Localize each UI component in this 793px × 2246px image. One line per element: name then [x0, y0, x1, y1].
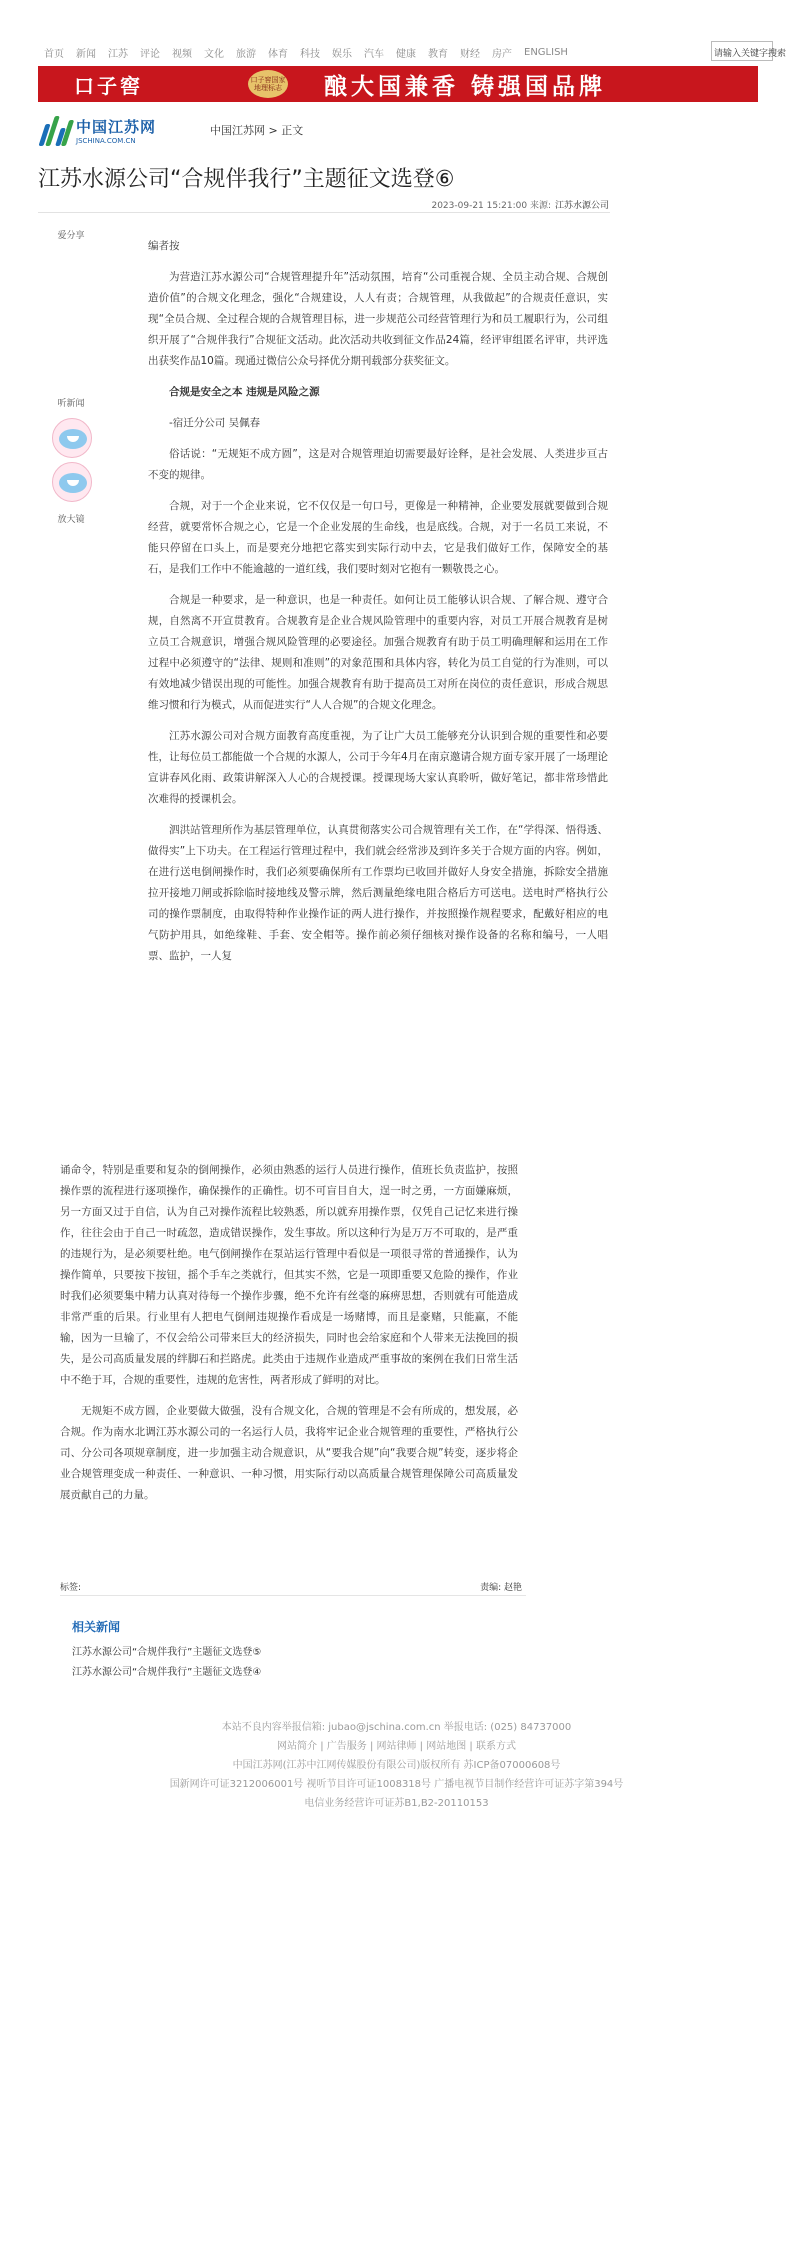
share-button[interactable]: 爱分享: [57, 231, 85, 241]
article-title: 江苏水源公司“合规伴我行”主题征文选登⑥: [38, 167, 455, 192]
nav-item-news[interactable]: 新闻: [76, 48, 96, 60]
nav-item-opinion[interactable]: 评论: [140, 48, 160, 60]
top-navigation: [44, 40, 787, 64]
breadcrumb: [210, 122, 303, 138]
article-body: [148, 236, 608, 977]
breadcrumb-current: 正文: [281, 124, 304, 137]
nav-item-tech[interactable]: 科技: [300, 48, 320, 60]
essay-author: -宿迁分公司 吴佩春: [169, 417, 261, 429]
nav-item-education[interactable]: 教育: [428, 48, 448, 60]
ad-banner[interactable]: [38, 66, 758, 102]
article-meta: [431, 198, 609, 211]
nav-item-finance[interactable]: 财经: [460, 48, 480, 60]
related-news-heading: 相关新闻: [72, 1620, 121, 1634]
zoom-mascot-icon[interactable]: [52, 462, 92, 502]
breadcrumb-separator: >: [265, 124, 282, 137]
article-paragraph: 泗洪站管理所作为基层管理单位，认真贯彻落实公司合规管理有关工作，在“学得深、悟得透、做得实”上下功夫。在工程运行管理过程中，我们就会经常涉及到许多关于合规方面的内容。例如，在进行送电倒闸操作时，我们必须要确保所有工作票均已收回并做好人身安全措施，拆除安全措施拉开接地刀闸或拆除临时接地线及警示牌，然后测量绝缘电阻合格后方可送电。送电时严格执行公司的操作票制度，由取得特种作业操作证的两人进行操作，并按照操作规程要求，配戴好相应的电气防护用具，如绝缘鞋、手套、安全帽等。操作前必须仔细核对操作设备的名称和编号，一人唱票、监护，一人复: [148, 824, 608, 962]
related-news-link[interactable]: 江苏水源公司“合规伴我行”主题征文选登④: [72, 1667, 262, 1678]
editor-credit: 责编: 赵艳: [480, 1583, 522, 1593]
banner-slogan: 酿大国兼香 铸强国品牌: [324, 72, 607, 100]
listen-news-button[interactable]: 听新闻: [57, 399, 85, 409]
nav-item-jiangsu[interactable]: 江苏: [108, 48, 128, 60]
essay-title: 合规是安全之本 违规是风险之源: [169, 386, 320, 398]
search-input[interactable]: 请输入关键字搜索: [711, 41, 773, 61]
breadcrumb-home-link[interactable]: 中国江苏网: [210, 124, 266, 137]
nav-item-english[interactable]: ENGLISH: [524, 46, 568, 58]
article-body-continued: [60, 1160, 518, 1516]
article-paragraph: 诵命令，特别是重要和复杂的倒闸操作，必须由熟悉的运行人员进行操作，值班长负责监护，按照操作票的流程进行逐项操作，确保操作的正确性。切不可盲目自大，逞一时之勇，一方面嫌麻烦，另一方面又过于自信，认为自己对操作流程比较熟悉，所以就弃用操作票，仅凭自己记忆来进行操作，往往会由于自己一时疏忽，造成错误操作，发生事故。所以这种行为是万万不可取的，是严重的违规行为，是必须要杜绝。电气倒闸操作在泵站运行管理中看似是一项很寻常的普通操作，认为操作简单，只要按下按钮，摇个手车之类就行，但其实不然，它是一项即重要又危险的操作，作业时我们必须要集中精力认真对待每一个操作步骤，绝不允许有丝毫的麻痹思想，否则就有可能造成非常严重的后果。行业里有人把电气倒闸违规操作看成是一场赌博，而且是豪赌，只能赢，不能输，因为一旦输了，不仅会给公司带来巨大的经济损失，同时也会给家庭和个人带来无法挽回的损失，是公司高质量发展的绊脚石和拦路虎。此类由于违规作业造成严重事故的案例在我们日常生活中不绝于耳，合规的重要性，违规的危害性，两者形成了鲜明的对比。: [60, 1164, 518, 1386]
editor-note-label: 编者按: [148, 240, 180, 252]
footer-telecom-license: 电信业务经营许可证苏B1,B2-20110153: [304, 1798, 489, 1809]
article-paragraph: 合规，对于一个企业来说，它不仅仅是一句口号，更像是一种精神，企业要发展就要做到合规经营，就要常怀合规之心，它是一个企业发展的生命线，也是底线。合规，对于一名员工来说，不能只停留在口头上，而是要充分地把它落实到实际行动中去，它是我们做好工作，保障安全的基石，是我们工作中不能逾越的一道红线，我们要时刻对它抱有一颗敬畏之心。: [148, 500, 608, 575]
logo-domain: JSCHINA.COM.CN: [76, 136, 136, 145]
nav-item-sports[interactable]: 体育: [268, 48, 288, 60]
nav-item-health[interactable]: 健康: [396, 48, 416, 60]
editor-note-paragraph: 为营造江苏水源公司“合规管理提升年”活动氛围，培育“公司重视合规、全员主动合规、合规创造价值”的合规文化理念，强化“合规建设，人人有责；合规管理，从我做起”的合规责任意识，实现“全员合规、全过程合规的合规管理目标，进一步规范公司经营管理行为和员工履职行为，公司组织开展了“合规伴我行”合规征文活动。此次活动共收到征文作品24篇，经评审组匿名评审，共评选出获奖作品10篇。现通过微信公众号择优分期刊载部分获奖征文。: [148, 271, 608, 367]
article-source: 江苏水源公司: [554, 201, 609, 211]
related-news-link[interactable]: 江苏水源公司“合规伴我行”主题征文选登⑤: [72, 1647, 262, 1658]
related-news: [72, 1618, 538, 1683]
nav-item-travel[interactable]: 旅游: [236, 48, 256, 60]
article-datetime: 2023-09-21 15:21:00: [431, 201, 528, 211]
listen-mascot-icon[interactable]: [52, 418, 92, 458]
nav-item-entertainment[interactable]: 娱乐: [332, 48, 352, 60]
nav-item-auto[interactable]: 汽车: [364, 48, 384, 60]
nav-item-video[interactable]: 视频: [172, 48, 192, 60]
site-logo-icon[interactable]: [38, 112, 72, 148]
source-label: 来源:: [529, 201, 551, 211]
title-divider: [38, 212, 610, 213]
article-paragraph: 无规矩不成方圆，企业要做大做强，没有合规文化，合规的管理是不会有所成的，想发展，必合规。作为南水北调江苏水源公司的一名运行人员，我将牢记企业合规管理的重要性，严格执行公司、分公司各项规章制度，进一步加强主动合规意识，从“要我合规”向“我要合规”转变，逐步将企业合规管理变成一种责任、一种意识、一种习惯，用实际行动以高质量合规管理保障公司高质量发展贡献自己的力量。: [60, 1405, 518, 1501]
magnifier-button[interactable]: 放大镜: [57, 515, 85, 525]
article-paragraph: 俗话说：“无规矩不成方圆”，这是对合规管理迫切需要最好诠释，是社会发展、人类进步亘古不变的规律。: [148, 448, 608, 481]
site-header: [38, 110, 303, 150]
nav-item-culture[interactable]: 文化: [204, 48, 224, 60]
tags-label: 标签:: [60, 1583, 82, 1593]
banner-brand: 口子窖: [74, 73, 143, 98]
page-footer: [0, 1718, 793, 1813]
nav-item-realestate[interactable]: 房产: [492, 48, 512, 60]
logo-name: 中国江苏网: [76, 117, 157, 136]
site-logo-text[interactable]: [76, 116, 156, 145]
article-tags-row: [60, 1580, 526, 1596]
footer-report-line: 本站不良内容举报信箱: jubao@jschina.com.cn 举报电话: (025) 84737000: [221, 1722, 572, 1733]
banner-seal: 口子窖国家地理标志: [248, 70, 288, 98]
footer-licenses: 国新网许可证3212006001号 视听节目许可证1008318号 广播电视节目制作经营许可证苏字第394号: [169, 1779, 624, 1790]
footer-links[interactable]: 网站简介 | 广告服务 | 网站律师 | 网站地图 | 联系方式: [277, 1741, 516, 1752]
article-paragraph: 合规是一种要求，是一种意识，也是一种责任。如何让员工能够认识合规、了解合规、遵守合规，自然离不开宣贯教育。合规教育是企业合规风险管理中的重要内容，对员工开展合规教育是树立员工合规意识，增强合规风险管理的必要途径。加强合规教育有助于员工明确理解和运用在工作过程中必须遵守的“法律、规则和准则”的对象范围和具体内容，转化为员工自觉的行为准则，可以有效地减少错误出现的可能性。加强合规教育有助于提高员工对所在岗位的责任意识，形成合规思维习惯和行为模式，从而促进实行“人人合规”的合规文化理念。: [148, 594, 608, 711]
article-paragraph: 江苏水源公司对合规方面教育高度重视，为了让广大员工能够充分认识到合规的重要性和必要性，让每位员工都能做一个合规的水源人，公司于今年4月在南京邀请合规方面专家开展了一场理论宣讲春风化雨、政策讲解深入人心的合规授课。授课现场大家认真聆听，做好笔记，都非常珍惜此次难得的授课机会。: [148, 730, 608, 805]
nav-item-home[interactable]: 首页: [44, 48, 64, 60]
footer-copyright: 中国江苏网(江苏中江网传媒股份有限公司)版权所有 苏ICP备07000608号: [232, 1760, 561, 1771]
